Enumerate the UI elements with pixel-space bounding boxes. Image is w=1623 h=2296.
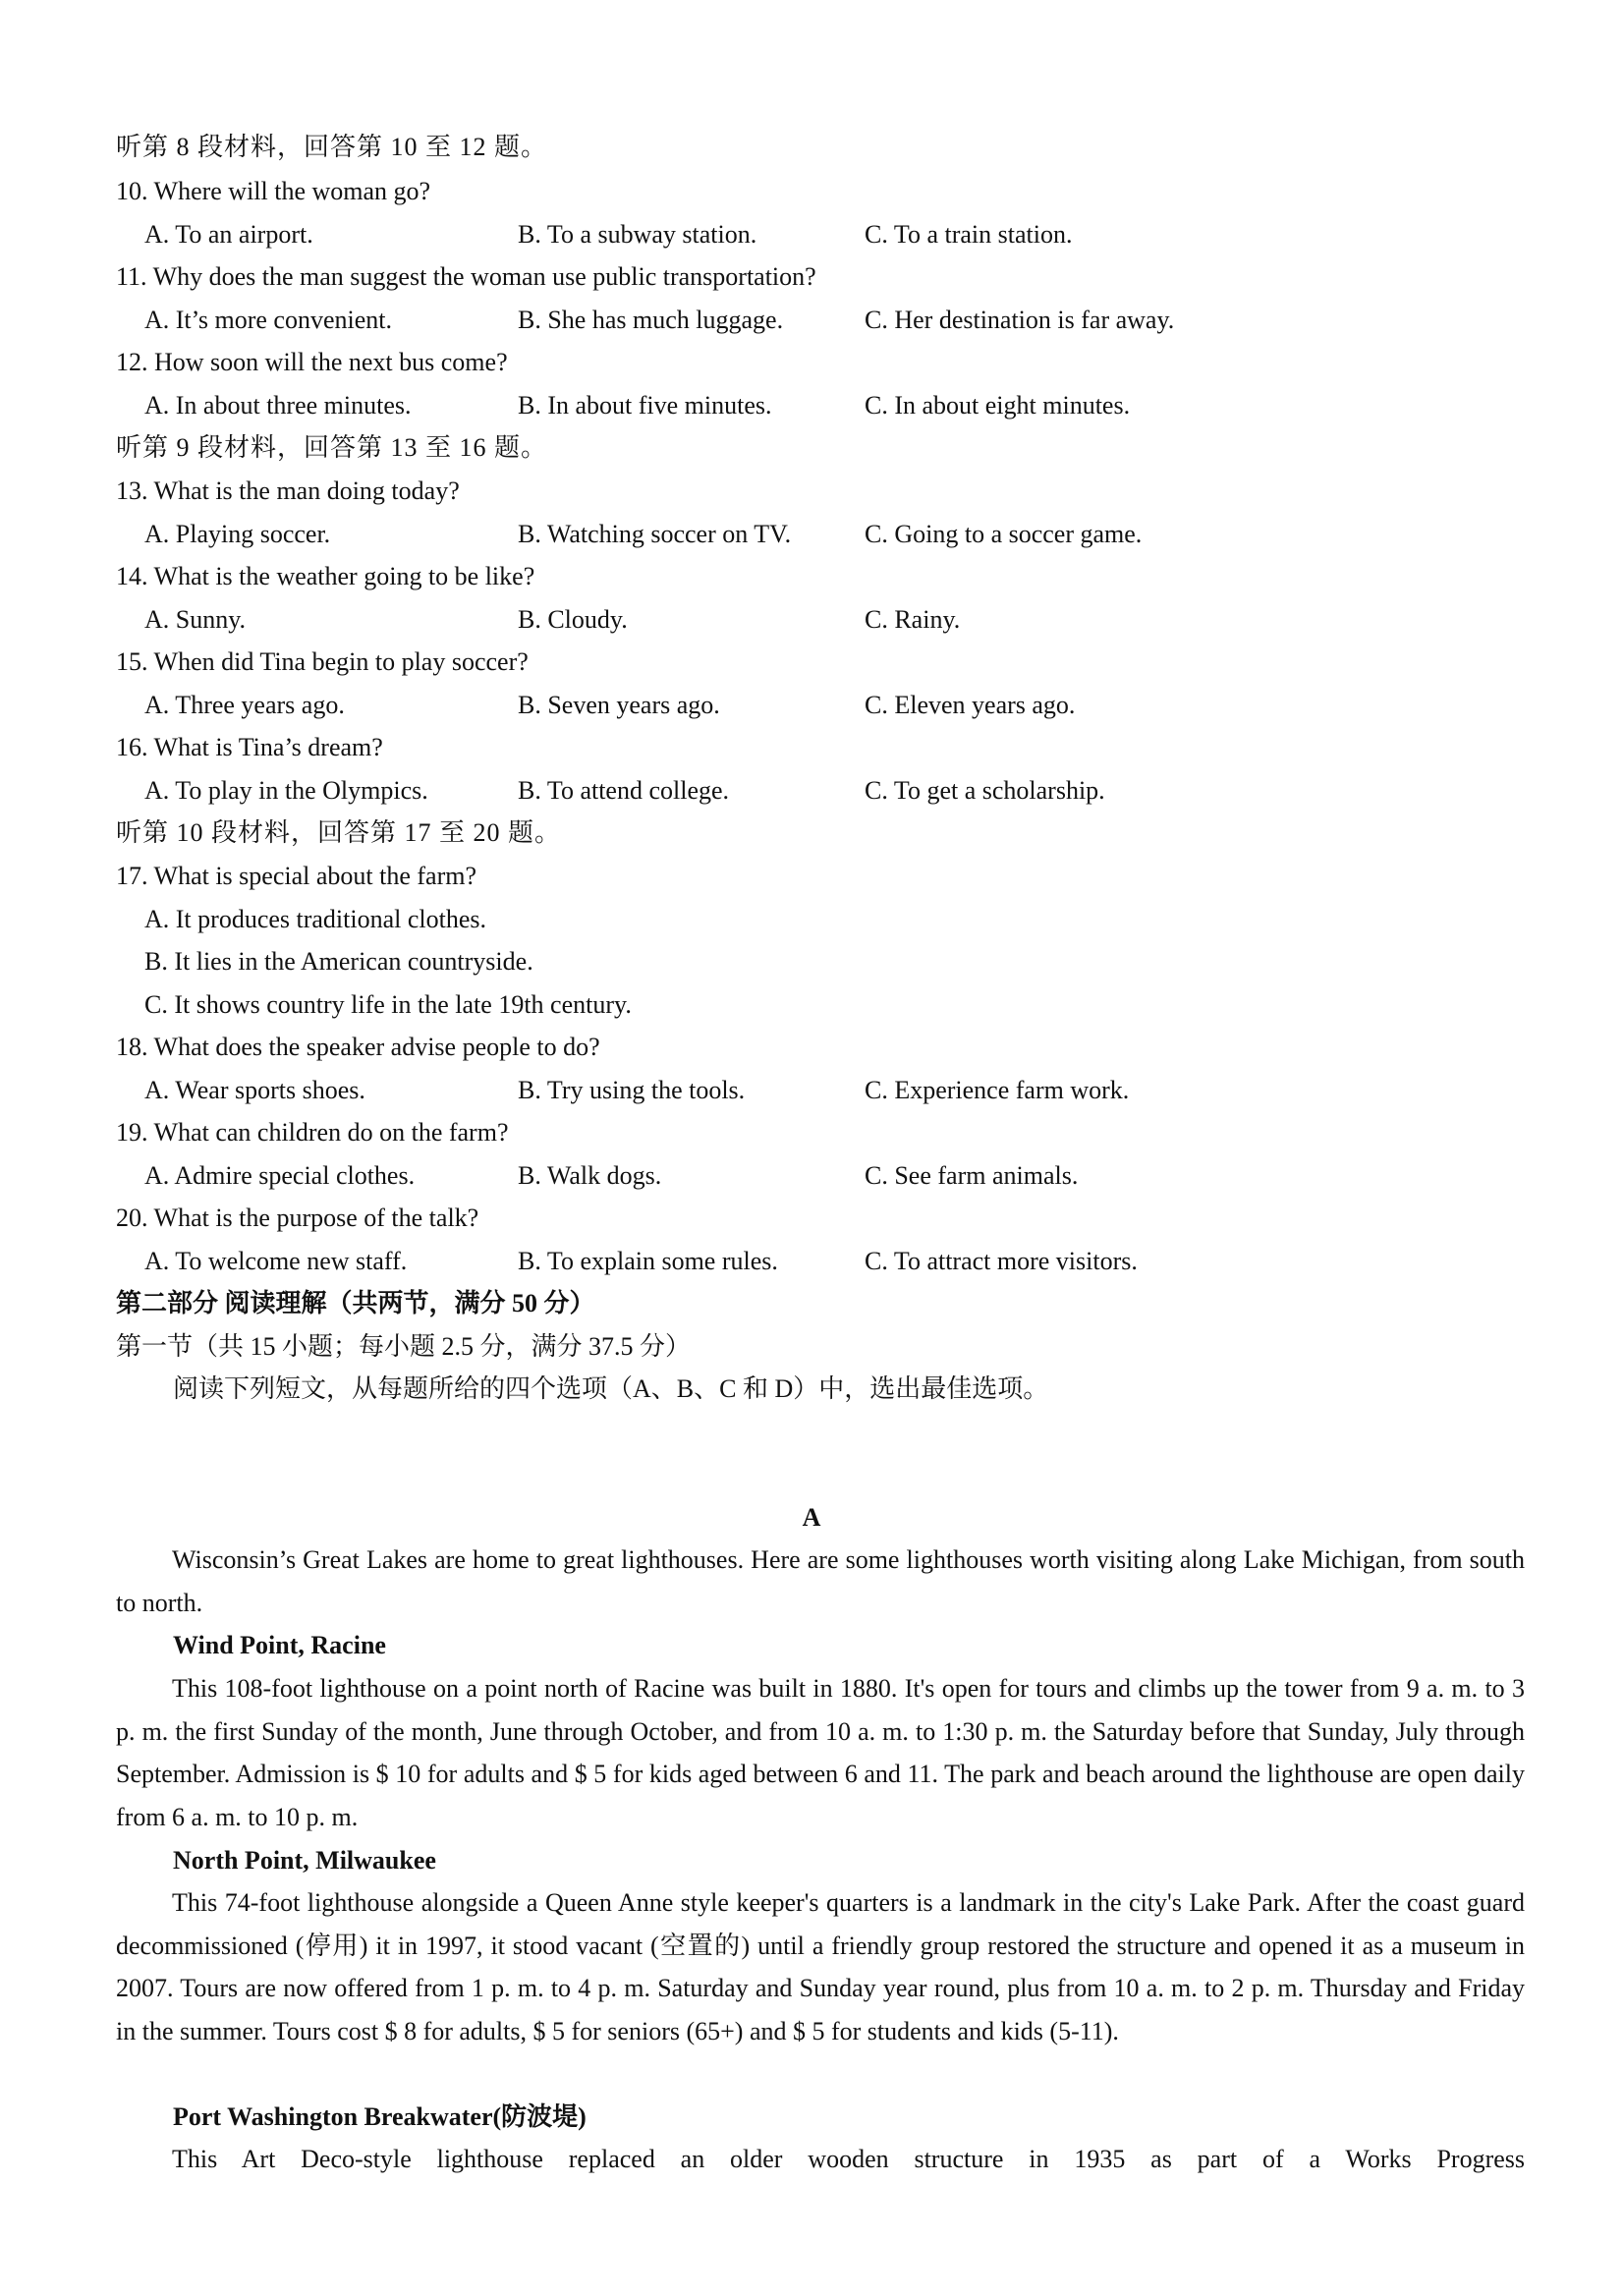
q13-option-a: A. Playing soccer. [144,520,331,548]
heading-port-washington: Port Washington Breakwater(防波堤) [173,2102,587,2131]
q12-option-b: B. In about five minutes. [518,391,772,420]
passage-intro [116,1539,1525,1624]
q18-option-c: C. Experience farm work. [865,1076,1130,1104]
q15-option-c: C. Eleven years ago. [865,691,1076,719]
question-10: 10. Where will the woman go? [116,177,431,205]
question-18: 18. What does the speaker advise people to do? [116,1033,600,1061]
section-9-header: 听第 9 段材料，回答第 13 至 16 题。 [116,433,548,462]
section-1-title: 第一节（共 15 小题；每小题 2.5 分，满分 37.5 分） [116,1332,692,1361]
q19-option-b: B. Walk dogs. [518,1161,662,1190]
section-8-header: 听第 8 段材料，回答第 10 至 12 题。 [116,133,548,161]
q15-option-b: B. Seven years ago. [518,691,720,719]
paragraph-port-washington-text: This Art Deco-style lighthouse replaced an older wooden structure in 1935 as part of a Works Progress [172,2145,1525,2173]
q17-option-b: B. It lies in the American countryside. [144,947,533,976]
passage-label: A [802,1503,821,1532]
q14-option-a: A. Sunny. [144,605,247,634]
passage-intro-text: Wisconsin’s Great Lakes are home to great lighthouses. Here are some lighthouses worth visiting along Lake Michigan, from south to north. [116,1545,1525,1617]
paragraph-port-washington [116,2138,1525,2181]
q16-option-c: C. To get a scholarship. [865,776,1105,805]
question-15: 15. When did Tina begin to play soccer? [116,647,529,676]
paragraph-wind-point-text: This 108-foot lighthouse on a point north of Racine was built in 1880. It's open for tours and climbs up the tower from 9 a. m. to 3 p. m. the first Sunday of the month, June through October, and from 10 a. m. to 1:30 p. m. the Saturday before that Sunday, July through September. Admission is $ 10 for adults and $ 5 for kids aged between 6 and 11. The park and beach around the lighthouse are open daily from 6 a. m. to 10 p. m. [116,1674,1525,1831]
q14-option-b: B. Cloudy. [518,605,628,634]
part-2-title: 第二部分 阅读理解（共两节，满分 50 分） [116,1289,595,1317]
question-13: 13. What is the man doing today? [116,476,460,505]
q17-option-c: C. It shows country life in the late 19th century. [144,990,632,1019]
heading-wind-point: Wind Point, Racine [173,1631,386,1659]
q10-option-a: A. To an airport. [144,220,313,249]
q12-option-c: C. In about eight minutes. [865,391,1131,420]
q17-option-a: A. It produces traditional clothes. [144,905,487,933]
paragraph-wind-point [116,1667,1525,1838]
q20-option-c: C. To attract more visitors. [865,1247,1138,1275]
q12-option-a: A. In about three minutes. [144,391,412,420]
question-20: 20. What is the purpose of the talk? [116,1204,479,1232]
q10-option-b: B. To a subway station. [518,220,757,249]
q19-option-c: C. See farm animals. [865,1161,1079,1190]
q18-option-a: A. Wear sports shoes. [144,1076,365,1104]
question-14: 14. What is the weather going to be like? [116,562,535,590]
question-19: 19. What can children do on the farm? [116,1118,509,1147]
q11-option-a: A. It’s more convenient. [144,306,392,334]
q16-option-a: A. To play in the Olympics. [144,776,428,805]
paragraph-north-point [116,1881,1525,2052]
q11-option-b: B. She has much luggage. [518,306,784,334]
question-11: 11. Why does the man suggest the woman use public transportation? [116,262,816,291]
q13-option-c: C. Going to a soccer game. [865,520,1143,548]
question-12: 12. How soon will the next bus come? [116,348,508,376]
question-17: 17. What is special about the farm? [116,862,477,890]
section-10-header: 听第 10 段材料，回答第 17 至 20 题。 [116,818,562,847]
question-16: 16. What is Tina’s dream? [116,733,383,761]
q18-option-b: B. Try using the tools. [518,1076,746,1104]
q13-option-b: B. Watching soccer on TV. [518,520,792,548]
q11-option-c: C. Her destination is far away. [865,306,1175,334]
q14-option-c: C. Rainy. [865,605,961,634]
heading-north-point: North Point, Milwaukee [173,1846,436,1875]
reading-instruction: 阅读下列短文，从每题所给的四个选项（A、B、C 和 D）中，选出最佳选项。 [173,1374,1049,1403]
q20-option-b: B. To explain some rules. [518,1247,778,1275]
q15-option-a: A. Three years ago. [144,691,345,719]
q10-option-c: C. To a train station. [865,220,1073,249]
paragraph-north-point-text: This 74-foot lighthouse alongside a Queen Anne style keeper's quarters is a landmark in the city's Lake Park. After the coast guard decommissioned (停用) it in 1997, it stood vacant (空置的) until a friendly group restored the structure and opened it as a museum in 2007. Tours are now offered from 1 p. m. to 4 p. m. Saturday and Sunday year round, plus from 10 a. m. to 2 p. m. Thursday and Friday in the summer. Tours cost $ 8 for adults, $ 5 for seniors (65+) and $ 5 for students and kids (5-11). [116,1888,1525,2045]
q19-option-a: A. Admire special clothes. [144,1161,416,1190]
q16-option-b: B. To attend college. [518,776,730,805]
q20-option-a: A. To welcome new staff. [144,1247,408,1275]
